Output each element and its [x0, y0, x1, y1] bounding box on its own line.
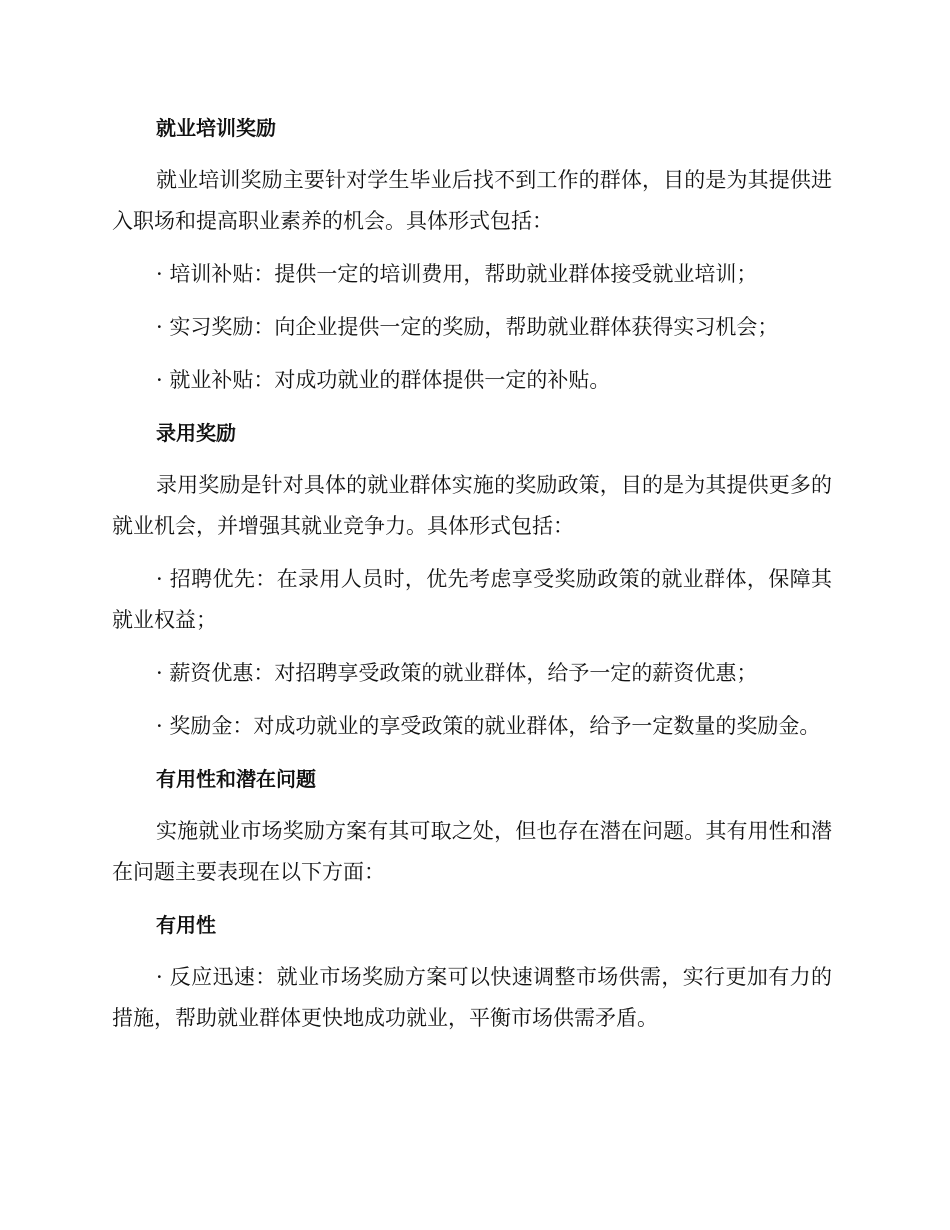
paragraph: 录用奖励是针对具体的就业群体实施的奖励政策，目的是为其提供更多的就业机会，并增强其就业竞争力。具体形式包括： [112, 473, 832, 538]
bullet-item: · 奖励金：对成功就业的享受政策的就业群体，给予一定数量的奖励金。 [156, 714, 821, 738]
section-heading: 有用性和潜在问题 [156, 767, 316, 791]
bullet-item: · 薪资优惠：对招聘享受政策的就业群体，给予一定的薪资优惠； [156, 661, 758, 685]
bullet-item: · 实习奖励：向企业提供一定的奖励，帮助就业群体获得实习机会； [156, 315, 779, 339]
section-usefulness-and-issues [112, 759, 832, 893]
section-usefulness [112, 905, 832, 1039]
section-heading: 录用奖励 [156, 421, 236, 445]
bullet-item: · 培训补贴：提供一定的培训费用，帮助就业群体接受就业培训； [156, 262, 758, 286]
section-hiring-reward [112, 413, 832, 747]
section-employment-training-reward [112, 108, 832, 401]
section-heading: 有用性 [156, 913, 216, 937]
paragraph: 就业培训奖励主要针对学生毕业后找不到工作的群体，目的是为其提供进入职场和提高职业素养的机会。具体形式包括： [112, 168, 832, 233]
section-heading: 就业培训奖励 [156, 116, 276, 140]
document-page [112, 108, 832, 1051]
bullet-item: · 就业补贴：对成功就业的群体提供一定的补贴。 [156, 368, 611, 392]
bullet-item: · 招聘优先：在录用人员时，优先考虑享受奖励政策的就业群体，保障其就业权益； [112, 567, 832, 632]
bullet-item: · 反应迅速：就业市场奖励方案可以快速调整市场供需，实行更加有力的措施，帮助就业群体更快地成功就业，平衡市场供需矛盾。 [112, 965, 832, 1030]
paragraph: 实施就业市场奖励方案有其可取之处，但也存在潜在问题。其有用性和潜在问题主要表现在以下方面： [112, 819, 832, 884]
